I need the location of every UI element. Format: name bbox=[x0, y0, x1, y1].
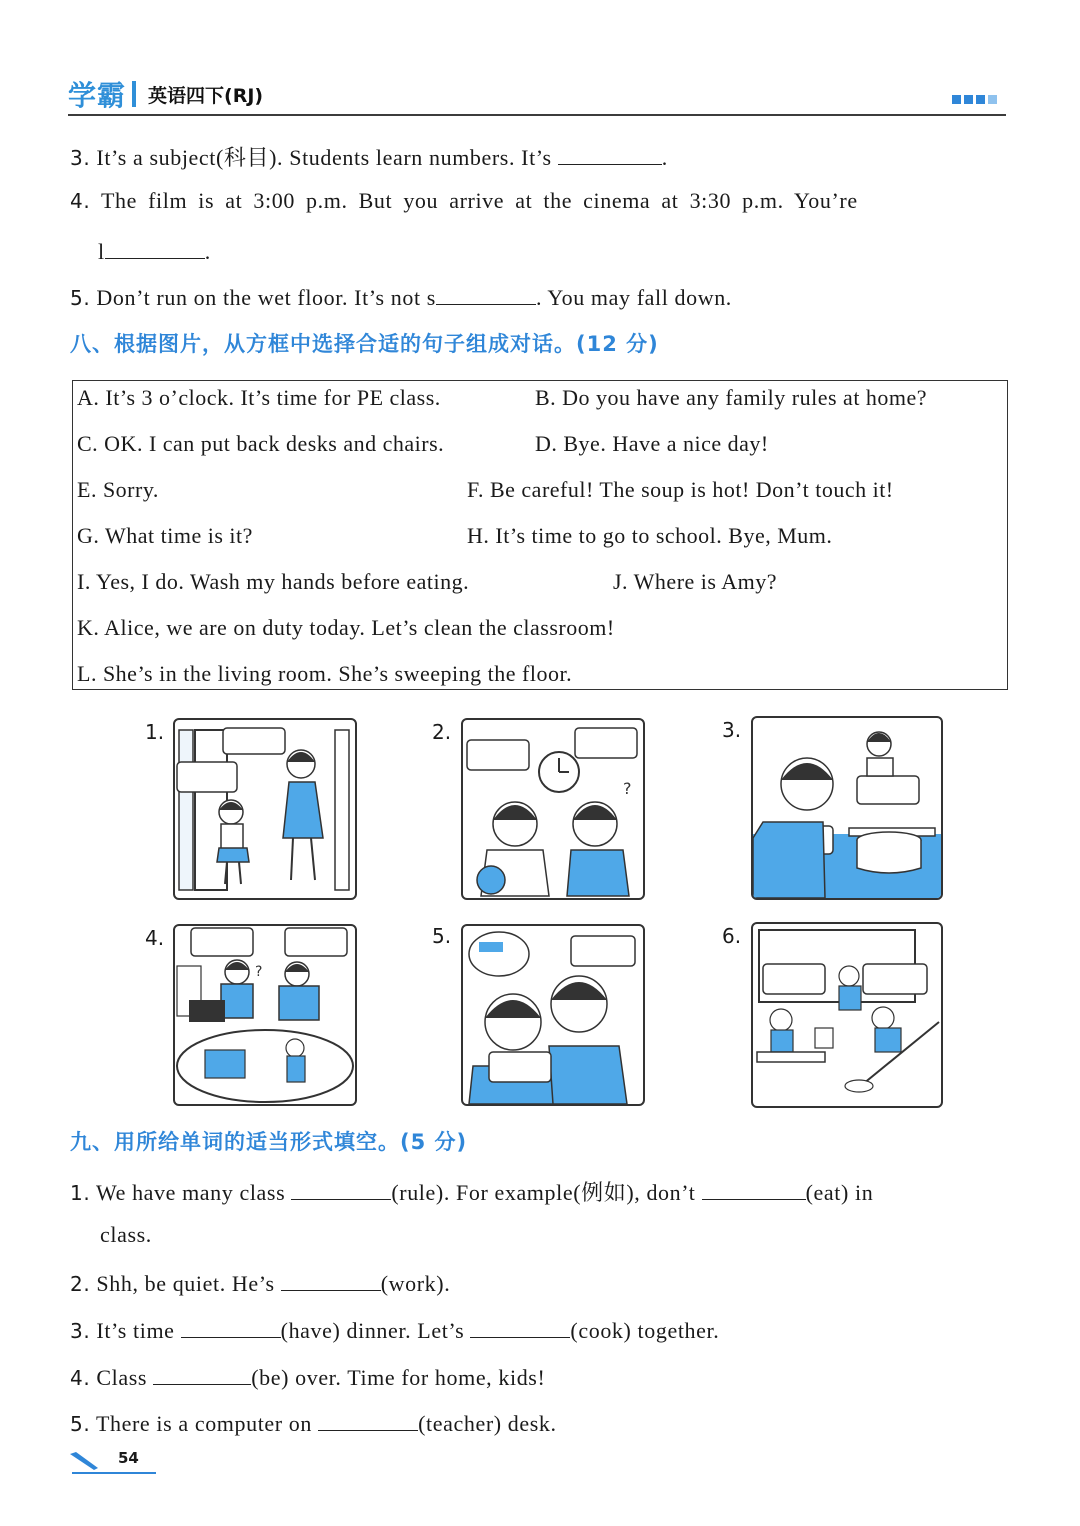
s7-item-4-cont: l . bbox=[98, 236, 211, 265]
picture-6-classroom-duty bbox=[751, 922, 943, 1108]
answer-blank[interactable] bbox=[470, 1315, 570, 1338]
section-8-title: 八、根据图片，从方框中选择合适的句子组成对话。(12 分) bbox=[70, 332, 659, 356]
s9-item-5: 5. There is a computer on (teacher) desk. bbox=[70, 1408, 557, 1437]
option-l: L. She’s in the living room. She’s sweeping the floor. bbox=[77, 661, 573, 686]
svg-text:?: ? bbox=[255, 964, 263, 980]
picture-2-what-time bbox=[461, 718, 645, 900]
s9-item-3: 3. It’s time (have) dinner. Let’s (cook) together. bbox=[70, 1315, 719, 1344]
picture-label-2: 2. bbox=[432, 720, 452, 744]
header-rule bbox=[68, 114, 1006, 116]
answer-blank[interactable] bbox=[153, 1362, 251, 1385]
option-h: H. It’s time to go to school. Bye, Mum. bbox=[467, 523, 833, 548]
picture-label-1: 1. bbox=[145, 720, 165, 744]
footer-rule bbox=[72, 1472, 156, 1474]
answer-blank[interactable] bbox=[436, 282, 536, 305]
option-e: E. Sorry. bbox=[77, 477, 159, 502]
picture-5-family-rules bbox=[461, 924, 645, 1106]
picture-label-6: 6. bbox=[722, 924, 742, 948]
brand-name: 学霸 bbox=[68, 79, 127, 112]
answer-blank[interactable] bbox=[702, 1177, 806, 1200]
s7-item-5: 5. Don’t run on the wet floor. It’s not s . You may fall down. bbox=[70, 282, 732, 311]
section-9-title: 九、用所给单词的适当形式填空。(5 分) bbox=[70, 1130, 468, 1154]
answer-blank[interactable] bbox=[318, 1408, 418, 1431]
answer-blank[interactable] bbox=[281, 1268, 381, 1291]
option-i: I. Yes, I do. Wash my hands before eating. bbox=[77, 569, 470, 594]
option-j: J. Where is Amy? bbox=[613, 569, 778, 594]
svg-text:?: ? bbox=[623, 779, 632, 798]
pen-icon bbox=[68, 1450, 102, 1474]
answer-blank[interactable] bbox=[105, 236, 205, 259]
picture-label-3: 3. bbox=[722, 718, 742, 742]
s7-item-3: 3. It’s a subject(科目). Students learn numbers. It’s . bbox=[70, 141, 668, 172]
book-title: 英语四下(RJ) bbox=[148, 84, 264, 107]
option-c: C. OK. I can put back desks and chairs. bbox=[77, 431, 445, 456]
picture-4-where-is-amy bbox=[173, 924, 357, 1106]
picture-3-hot-soup bbox=[751, 716, 943, 900]
option-b: B. Do you have any family rules at home? bbox=[535, 385, 928, 410]
answer-blank[interactable] bbox=[558, 142, 662, 165]
s9-item-1-cont: class. bbox=[100, 1222, 152, 1247]
answer-blank[interactable] bbox=[291, 1177, 391, 1200]
header-divider bbox=[132, 81, 136, 107]
picture-label-5: 5. bbox=[432, 924, 452, 948]
s7-item-4: 4. The film is at 3:00 p.m. But you arrive at the cinema at 3:30 p.m. You’re bbox=[70, 188, 858, 213]
s9-item-1: 1. We have many class (rule). For example(例如), don’t (eat) in bbox=[70, 1176, 873, 1207]
answer-blank[interactable] bbox=[181, 1315, 281, 1338]
option-d: D. Bye. Have a nice day! bbox=[535, 431, 769, 456]
s9-item-4: 4. Class (be) over. Time for home, kids! bbox=[70, 1362, 545, 1391]
option-g: G. What time is it? bbox=[77, 523, 253, 548]
header-decoration bbox=[952, 95, 997, 104]
option-a: A. It’s 3 o’clock. It’s time for PE class. bbox=[77, 385, 441, 410]
option-k: K. Alice, we are on duty today. Let’s clean the classroom! bbox=[77, 615, 615, 640]
brand-logo bbox=[68, 74, 263, 114]
picture-1-leaving-home bbox=[173, 718, 357, 900]
options-box bbox=[72, 380, 1008, 690]
s9-item-2: 2. Shh, be quiet. He’s (work). bbox=[70, 1268, 450, 1297]
page-number: 54 bbox=[118, 1449, 139, 1467]
picture-label-4: 4. bbox=[145, 926, 165, 950]
option-f: F. Be careful! The soup is hot! Don’t touch it! bbox=[467, 477, 894, 502]
